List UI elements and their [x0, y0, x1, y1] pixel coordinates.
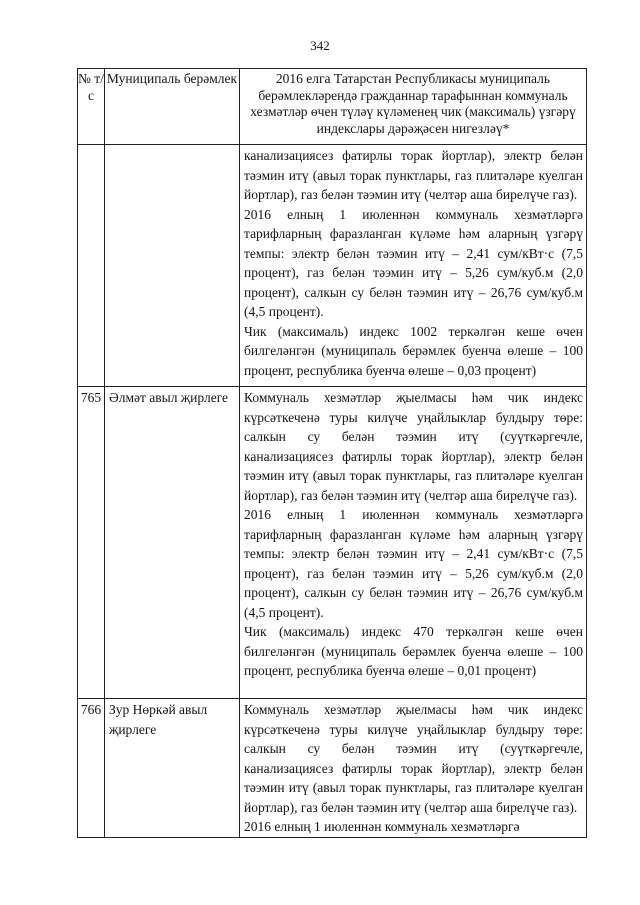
row-description [240, 145, 587, 387]
table-row [78, 699, 587, 838]
tariff-index-table [77, 68, 587, 838]
description-paragraph: Коммуналь хезмәтләр җыелмасы һәм чик индекс күрсәткеченә туры килүче уңайлыклар булдыру төре: салкын су белән тәэмин итү (суүткәргечле, канализациясез фатирлы торак йортлар), электр белән тәэмин итү (авыл торак пунктлары, газ плитәләре куелган йортлар), газ белән тәэмин итү (челтәр аша бирелүче газ). [244, 702, 583, 815]
header-municipality: Муниципаль берәмлек [105, 69, 240, 145]
row-number: 765 [78, 387, 105, 699]
description-paragraph: Чик (максималь) индекс 470 теркәлгән кеше өчен билгеләнгән (муниципаль берәмлек буенча өлеше – 100 процент, республика буенча өлеше – 0,01 процент) [244, 624, 583, 678]
row-number [78, 145, 105, 387]
row-description [240, 699, 587, 838]
page-number: 342 [310, 38, 330, 53]
row-number: 766 [78, 699, 105, 838]
header-number: № т/с [78, 69, 105, 145]
header-description: 2016 елга Татарстан Республикасы муниципаль берәмлекләрендә гражданнар тарафыннан коммуналь хезмәтләр өчен түләү күләменең чик (максималь) үзгәрү индекслары дәрәҗәсен нигезләү* [240, 69, 587, 145]
row-municipality: Әлмәт авыл җирлеге [105, 387, 240, 699]
table-row [78, 387, 587, 699]
table-row [78, 145, 587, 387]
description-paragraph: 2016 елның 1 июленнән коммуналь хезмәтләргә тарифларның фаразланган күләме һәм аларның үзгәрү темпы: электр белән тәэмин итү – 2,41 сум/кВт·с (7,5 процент), газ белән тәэмин итү – 5,26 сум/куб.м (2,0 процент), салкын су белән тәэмин итү – 26,76 сум/куб.м (4,5 процент). [244, 206, 583, 319]
table-header-row [78, 69, 587, 145]
description-paragraph: 2016 елның 1 июленнән коммуналь хезмәтләргә [244, 819, 520, 834]
row-description [240, 387, 587, 699]
description-paragraph: 2016 елның 1 июленнән коммуналь хезмәтләргә тарифларның фаразланган күләме һәм аларның үзгәрү темпы: электр белән тәэмин итү – 2,41 сум/кВт·с (7,5 процент), газ белән тәэмин итү – 5,26 сум/куб.м (2,0 процент), салкын су белән тәэмин итү – 26,76 сум/куб.м (4,5 процент). [244, 507, 583, 620]
description-paragraph: Коммуналь хезмәтләр җыелмасы һәм чик индекс күрсәткеченә туры килүче уңайлыклар булдыру төре: салкын су белән тәэмин итү (суүткәргечле, канализациясез фатирлы торак йортлар), электр белән тәэмин итү (авыл торак пунктлары, газ плитәләре куелган йортлар), газ белән тәэмин итү (челтәр аша бирелүче газ). [244, 390, 583, 503]
description-paragraph: канализациясез фатирлы торак йортлар), электр белән тәэмин итү (авыл торак пунктлары, газ плитәләре куелган йортлар), газ белән тәэмин итү (челтәр аша бирелүче газ). [244, 148, 583, 202]
description-paragraph: Чик (максималь) индекс 1002 теркәлгән кеше өчен билгеләнгән (муниципаль берәмлек буенча өлеше – 100 процент, республика буенча өлеше – 0,03 процент) [244, 323, 583, 378]
row-municipality: Зур Нөркәй авыл җирлеге [105, 699, 240, 838]
row-municipality [105, 145, 240, 387]
